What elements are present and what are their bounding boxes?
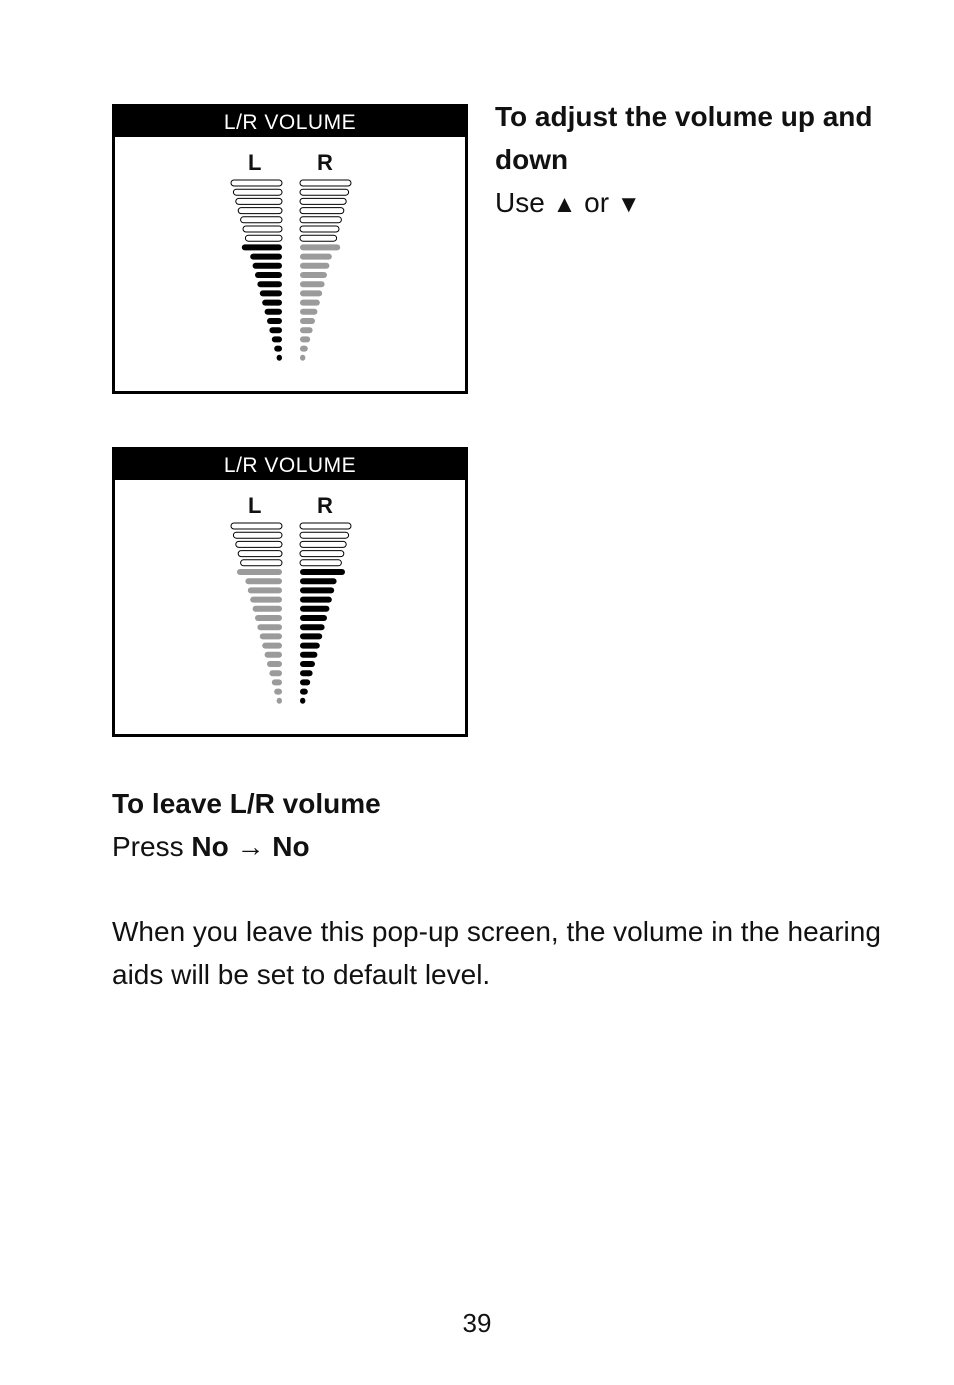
adjust-use-line [495,181,915,226]
right-volume-bar-filled [300,661,315,667]
no-key-second: No [272,831,310,862]
press-prefix: Press [112,831,192,862]
default-level-note: When you leave this pop-up screen, the volume in the hearing aids will be set to default level. [112,916,881,990]
right-volume-bar-filled [300,327,313,333]
right-volume-bar-filled [300,689,308,695]
left-volume-bar-filled [255,272,282,278]
right-volume-bar-filled [300,670,313,676]
right-volume-bar-empty [300,560,341,566]
right-volume-bar-filled [300,346,308,352]
right-volume-bar-filled [300,244,340,250]
screen-title: L/R VOLUME [115,107,465,137]
right-volume-bar-filled [300,633,322,639]
page-number: 39 [462,1308,492,1338]
left-channel-label: L [248,493,262,518]
or-word: or [576,187,617,218]
right-volume-bar-filled [300,355,305,361]
up-arrow-icon: ▲ [552,191,577,218]
left-volume-bar-filled [267,661,282,667]
right-volume-bar-empty [300,551,344,557]
left-volume-bar-filled [253,263,282,269]
left-channel-label: L [248,150,262,175]
left-volume-bar-filled [257,281,282,287]
right-volume-bar-filled [300,263,329,269]
right-volume-bar-filled [300,679,310,685]
left-volume-bar-filled [274,346,282,352]
left-volume-bar-filled [237,569,282,575]
left-volume-bar-filled [265,652,282,658]
volume-screen-2 [112,447,468,737]
right-volume-bar-empty [300,523,351,529]
down-arrow-icon: ▼ [616,191,641,218]
left-volume-bar-filled [272,679,282,685]
right-volume-bar-filled [300,643,320,649]
adjust-heading: To adjust the volume up and down [495,101,873,175]
right-volume-bar-filled [300,606,329,612]
right-channel-label: R [317,493,333,518]
right-arrow-icon: → [228,831,273,862]
right-volume-bar-filled [300,290,322,296]
leave-heading: To leave L/R volume [112,788,381,819]
right-volume-bar-filled [300,281,325,287]
left-volume-bar-filled [250,254,282,260]
left-volume-bar-empty [241,217,282,223]
left-volume-bar-empty [236,541,282,547]
left-volume-bar-filled [262,643,282,649]
left-volume-bar-filled [253,606,282,612]
right-volume-bar-empty [300,180,351,186]
adjust-instructions [495,95,915,226]
right-volume-bar-filled [300,272,327,278]
volume-screen-1 [112,104,468,394]
left-volume-bar-filled [260,633,282,639]
right-volume-bar-filled [300,578,337,584]
leave-instructions [112,782,712,868]
left-volume-bar-empty [231,523,282,529]
right-volume-bar-filled [300,587,334,593]
left-volume-bar-filled [242,244,282,250]
right-volume-bar-filled [300,336,310,342]
right-volume-bar-empty [300,532,349,538]
right-volume-bar-filled [300,254,332,260]
right-volume-bar-empty [300,217,341,223]
right-volume-bar-filled [300,698,305,704]
left-volume-bar-empty [243,226,282,232]
volume-meter [115,450,465,734]
left-volume-bar-filled [277,355,282,361]
left-volume-bar-filled [274,689,282,695]
left-volume-bar-filled [260,290,282,296]
left-volume-bar-filled [267,318,282,324]
right-volume-bar-filled [300,569,345,575]
left-volume-bar-filled [265,309,282,315]
left-volume-bar-filled [269,670,282,676]
left-volume-bar-empty [231,180,282,186]
left-volume-bar-filled [248,587,282,593]
right-volume-bar-filled [300,652,317,658]
screen-title: L/R VOLUME [115,450,465,480]
left-volume-bar-empty [233,532,282,538]
left-volume-bar-filled [262,300,282,306]
left-volume-bar-empty [233,189,282,195]
right-volume-bar-filled [300,309,317,315]
left-volume-bar-filled [255,615,282,621]
left-volume-bar-empty [236,198,282,204]
right-volume-bar-filled [300,300,320,306]
use-prefix: Use [495,187,553,218]
right-volume-bar-filled [300,597,332,603]
right-volume-bar-empty [300,541,346,547]
right-volume-bar-empty [300,198,346,204]
left-volume-bar-filled [272,336,282,342]
right-volume-bar-empty [300,208,344,214]
left-volume-bar-filled [245,578,282,584]
left-volume-bar-empty [238,551,282,557]
left-volume-bar-empty [245,235,282,241]
leave-press-line [112,825,712,868]
no-key-first: No [191,831,229,862]
volume-meter [115,107,465,391]
left-volume-bar-filled [277,698,282,704]
right-volume-bar-filled [300,318,315,324]
left-volume-bar-empty [241,560,282,566]
right-volume-bar-filled [300,615,327,621]
left-volume-bar-empty [238,208,282,214]
right-volume-bar-empty [300,226,339,232]
right-volume-bar-filled [300,624,325,630]
right-channel-label: R [317,150,333,175]
right-volume-bar-empty [300,235,337,241]
left-volume-bar-filled [269,327,282,333]
left-volume-bar-filled [250,597,282,603]
right-volume-bar-empty [300,189,349,195]
left-volume-bar-filled [257,624,282,630]
